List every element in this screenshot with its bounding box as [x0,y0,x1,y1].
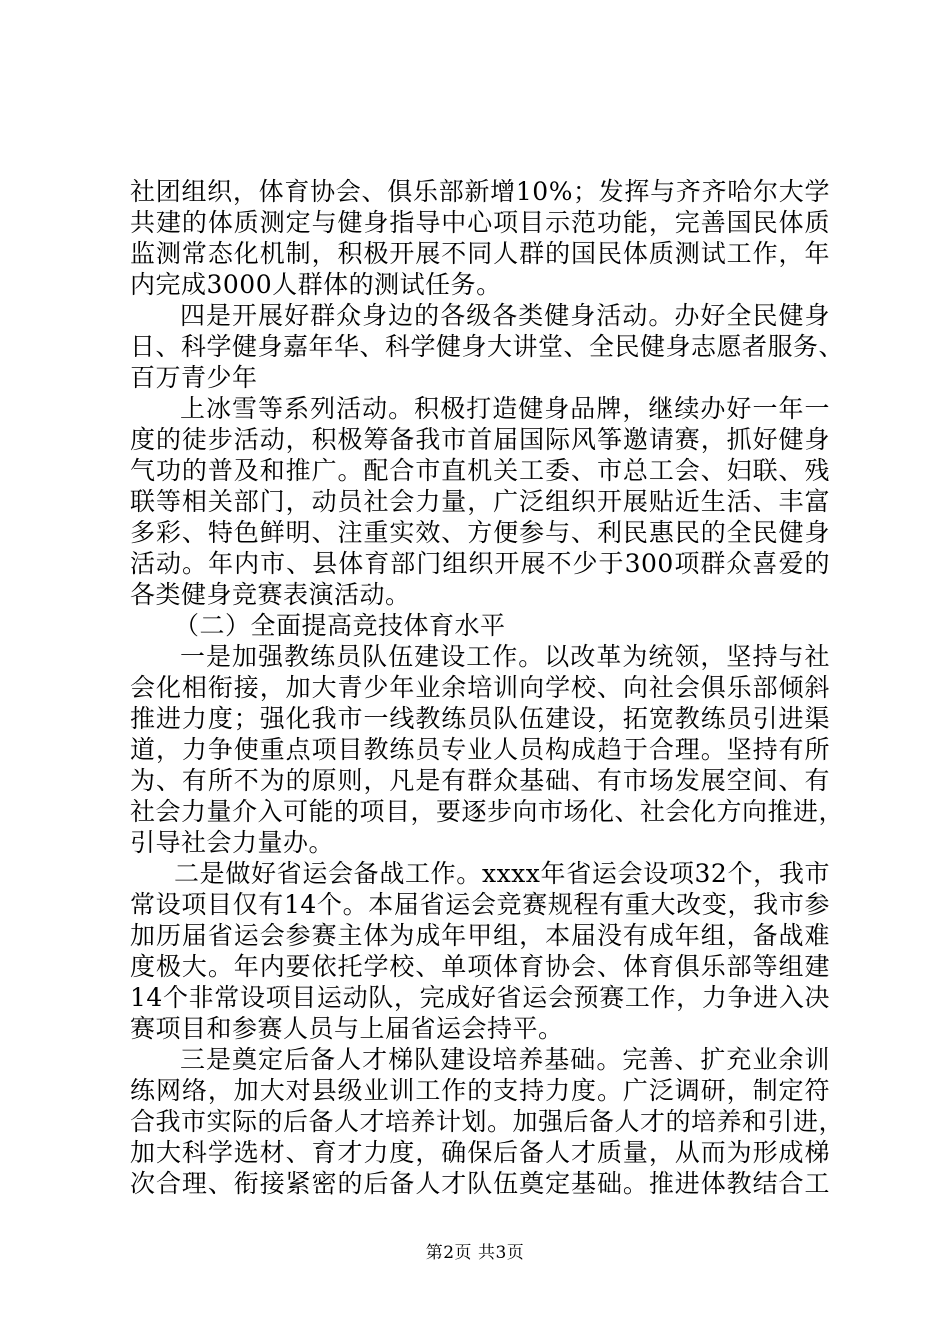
text-line: 度的徒步活动，积极筹备我市首届国际风筝邀请赛，抓好健身 [130,425,830,454]
text-line: 练网络，加大对县级业训工作的支持力度。广泛调研，制定符 [130,1076,830,1105]
text-line: 14个非常设项目运动队，完成好省运会预赛工作，力争进入决 [130,983,830,1012]
paragraph-start-line: 二是做好省运会备战工作。xxxx年省运会设项32个，我市 [174,859,830,888]
text-line: 道，力争使重点项目教练员专业人员构成趋于合理。坚持有所 [130,735,830,764]
section-heading: （二）全面提高竞技体育水平 [174,611,506,640]
text-line: 合我市实际的后备人才培养计划。加强后备人才的培养和引进， [130,1107,845,1136]
text-line: 度极大。年内要依托学校、单项体育协会、体育俱乐部等组建 [130,952,830,981]
paragraph-start-line: 上冰雪等系列活动。积极打造健身品牌，继续办好一年一 [180,394,830,423]
text-line: 加大科学选材、育才力度，确保后备人才质量，从而为形成梯 [130,1138,830,1167]
text-line: 加历届省运会参赛主体为成年甲组，本届没有成年组，备战难 [130,921,830,950]
paragraph-start-line: 一是加强教练员队伍建设工作。以改革为统领，坚持与社 [180,642,830,671]
text-line: 引导社会力量办。 [130,828,335,857]
page-number-footer: 第2页 共3页 [425,1243,525,1263]
text-line: 气功的普及和推广。配合市直机关工委、市总工会、妇联、残 [130,456,830,485]
text-line: 各类健身竞赛表演活动。 [130,580,411,609]
text-line: 多彩、特色鲜明、注重实效、方便参与、利民惠民的全民健身 [130,518,830,547]
document-body [130,176,845,1199]
text-line: 为、有所不为的原则，凡是有群众基础、有市场发展空间、有 [130,766,830,795]
text-line: 社团组织，体育协会、俱乐部新增10%；发挥与齐齐哈尔大学 [130,177,830,206]
text-line: 日、科学健身嘉年华、科学健身大讲堂、全民健身志愿者服务、 [130,332,845,361]
text-line: 推进力度；强化我市一线教练员队伍建设，拓宽教练员引进渠 [130,704,830,733]
text-line: 常设项目仅有14个。本届省运会竞赛规程有重大改变，我市参 [130,890,830,919]
text-line: 次合理、衔接紧密的后备人才队伍奠定基础。推进体教结合工 [130,1169,830,1198]
paragraph-start-line: 三是奠定后备人才梯队建设培养基础。完善、扩充业余训 [180,1045,830,1074]
text-line: 社会力量介入可能的项目，要逐步向市场化、社会化方向推进， [130,797,845,826]
paragraph-start-line: 四是开展好群众身边的各级各类健身活动。办好全民健身 [180,301,830,330]
text-line: 联等相关部门，动员社会力量，广泛组织开展贴近生活、丰富 [130,487,830,516]
text-line: 会化相衔接，加大青少年业余培训向学校、向社会俱乐部倾斜 [130,673,830,702]
text-line: 活动。年内市、县体育部门组织开展不少于300项群众喜爱的 [130,549,830,578]
text-line: 内完成3000人群体的测试任务。 [130,270,502,299]
text-line: 共建的体质测定与健身指导中心项目示范功能，完善国民体质 [130,208,830,237]
text-line: 赛项目和参赛人员与上届省运会持平。 [130,1014,564,1043]
text-line: 监测常态化机制，积极开展不同人群的国民体质测试工作，年 [130,239,830,268]
text-line: 百万青少年 [130,363,258,392]
